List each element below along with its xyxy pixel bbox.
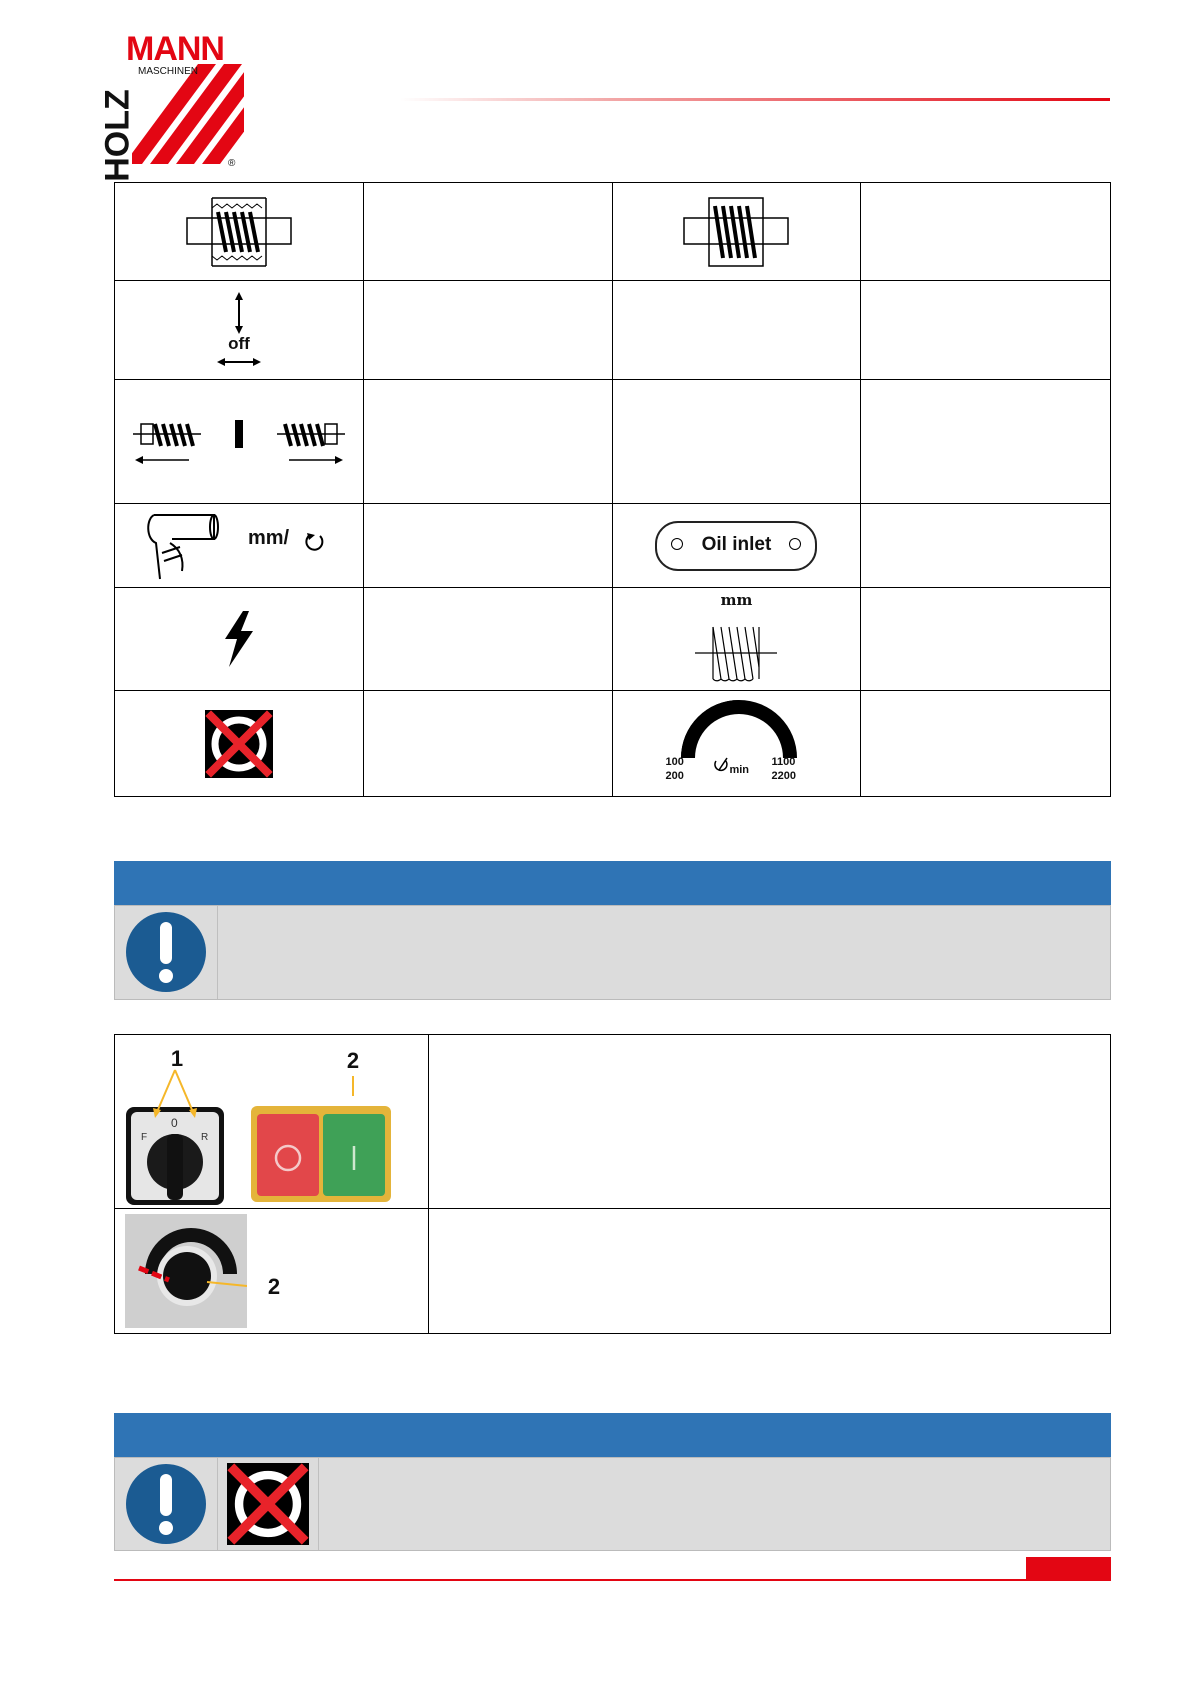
speed-max-1: 1100 — [771, 755, 796, 768]
description-cell — [428, 1209, 1110, 1334]
speed-unit: min — [729, 763, 750, 776]
oil-inlet-icon — [655, 521, 817, 571]
thread-pitch-unit: mm — [720, 591, 753, 609]
worm-gear-closed-icon — [184, 192, 294, 272]
description-cell — [428, 1035, 1110, 1209]
symbol-cell — [612, 504, 861, 588]
symbol-cell — [115, 691, 364, 797]
controls-image-cell — [115, 1209, 429, 1334]
footer-rule — [114, 1579, 1111, 1581]
controls-photo — [115, 1036, 427, 1208]
symbol-cell — [612, 588, 861, 691]
table-row — [115, 1035, 1111, 1209]
controls-image-cell — [115, 1035, 429, 1209]
logo-side-text: HOLZ — [98, 89, 137, 182]
lightning-icon — [219, 609, 259, 669]
table-row — [115, 183, 1111, 281]
symbol-table — [114, 182, 1111, 797]
symbol-cell — [115, 504, 364, 588]
table-row — [115, 691, 1111, 797]
notice-1-body — [114, 905, 1111, 1000]
worm-gear-open-icon — [681, 192, 791, 272]
notice-2-body — [114, 1457, 1111, 1551]
speed-knob-icon — [125, 1214, 247, 1328]
description-cell — [861, 183, 1111, 281]
svg-text:2: 2 — [346, 1047, 360, 1073]
label-2 — [338, 1048, 368, 1098]
description-cell — [363, 504, 612, 588]
description-cell — [612, 281, 861, 380]
off-label: off — [228, 334, 250, 353]
label-1 — [162, 1044, 192, 1074]
table-row — [115, 1209, 1111, 1334]
notice-2-header — [114, 1413, 1111, 1457]
speed-dial-icon — [661, 694, 811, 794]
description-cell — [612, 380, 861, 504]
switch-letter-f: F — [141, 1131, 148, 1143]
svg-text:1: 1 — [170, 1045, 184, 1071]
logo-top-text: MANN — [126, 30, 224, 68]
table-row — [115, 281, 1111, 380]
feed-rate-label: mm/ — [247, 526, 290, 549]
switch-letter-r: R — [201, 1131, 209, 1143]
description-cell — [861, 504, 1111, 588]
symbol-cell — [612, 183, 861, 281]
speed-knob-photo — [115, 1210, 427, 1333]
brand-logo — [98, 30, 244, 182]
description-cell — [861, 588, 1111, 691]
label-2-knob — [259, 1272, 289, 1302]
description-cell — [363, 588, 612, 691]
rotation-icon — [304, 531, 326, 553]
description-cell — [363, 281, 612, 380]
description-cell — [363, 183, 612, 281]
table-row — [115, 380, 1111, 504]
exclamation-icon — [124, 910, 208, 994]
table-row — [115, 588, 1111, 691]
description-cell — [861, 691, 1111, 797]
symbol-cell — [612, 691, 861, 797]
no-rotation-icon — [205, 710, 273, 778]
logo-registered: ® — [228, 158, 236, 169]
symbol-cell — [115, 281, 364, 380]
description-cell — [363, 380, 612, 504]
oil-inlet-label: Oil inlet — [701, 533, 772, 555]
exclamation-icon — [124, 1462, 208, 1546]
symbol-cell — [115, 183, 364, 281]
speed-max-2: 2200 — [771, 769, 796, 782]
rpm-rotation-icon — [713, 756, 729, 772]
symbol-cell — [115, 380, 364, 504]
no-rotation-icon — [227, 1463, 309, 1545]
speed-min-1: 100 — [665, 755, 684, 768]
description-cell — [861, 380, 1111, 504]
thread-pitch-icon — [691, 591, 781, 687]
controls-table — [114, 1034, 1111, 1334]
off-direction-icon — [209, 290, 269, 370]
feed-rate-icon — [144, 509, 334, 583]
svg-text:2: 2 — [267, 1273, 281, 1299]
logo-sub-text: MASCHINEN — [138, 66, 199, 77]
feed-direction-icon — [129, 412, 349, 472]
description-cell — [861, 281, 1111, 380]
symbol-cell — [115, 588, 364, 691]
switch-letter-0: 0 — [171, 1115, 178, 1130]
table-row — [115, 504, 1111, 588]
description-cell — [363, 691, 612, 797]
start-stop-buttons-icon — [251, 1106, 391, 1202]
header-rule — [400, 98, 1110, 101]
footer-page-tab — [1026, 1557, 1111, 1579]
notice-1-header — [114, 861, 1111, 905]
speed-min-2: 200 — [665, 769, 684, 782]
